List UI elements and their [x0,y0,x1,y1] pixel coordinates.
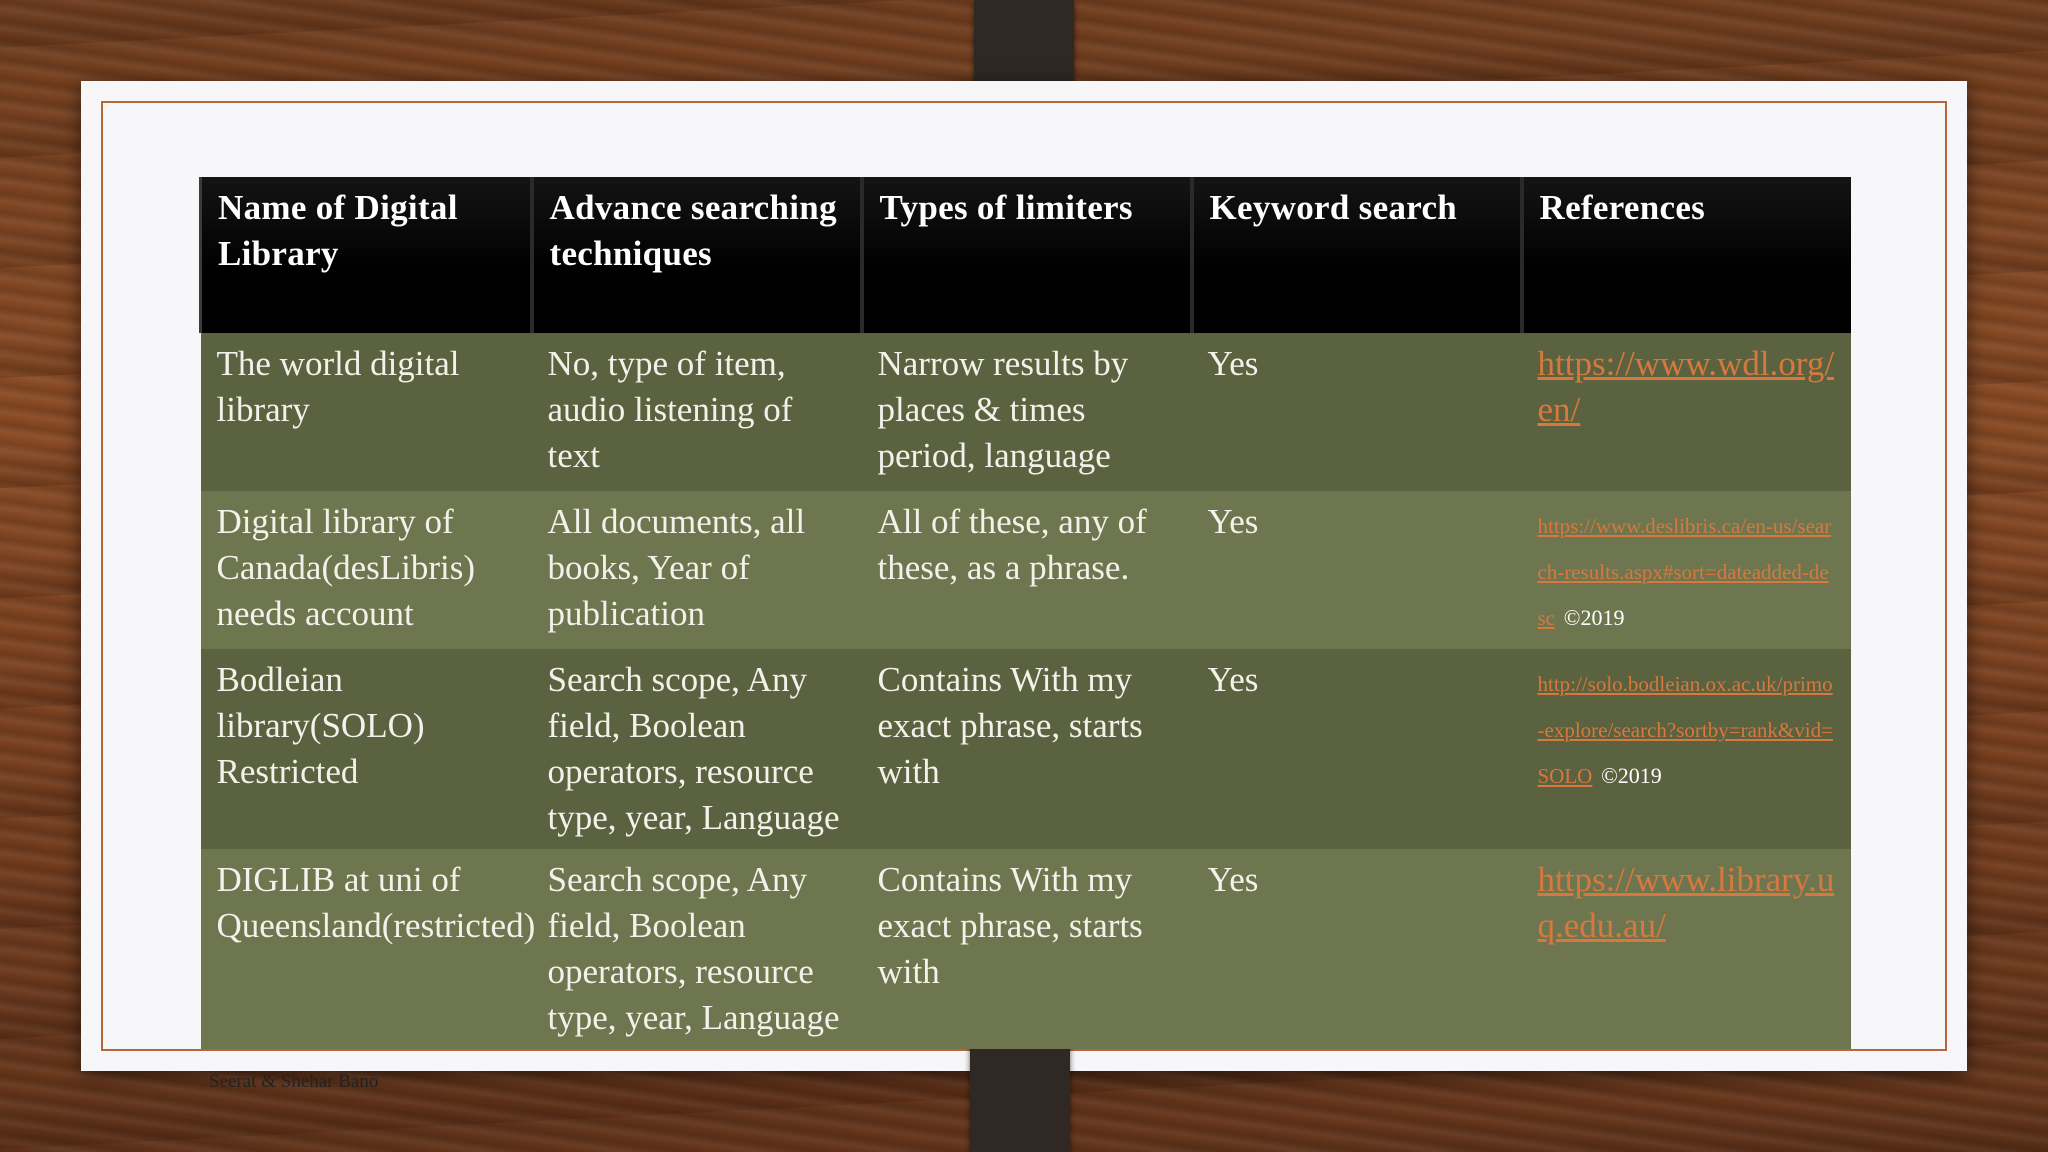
cell-keyword: Yes [1192,491,1522,649]
cell-reference [1522,849,1851,1049]
cell-reference [1522,333,1851,491]
reference-link[interactable]: https://www.wdl.org/en/ [1537,344,1835,429]
footer-credit: Seerat & Shehar Bano [209,1071,379,1092]
table-row [201,849,1851,1049]
table-row [201,491,1851,649]
table-row [201,649,1851,849]
cell-limiters: All of these, any of these, as a phrase. [862,491,1192,649]
table-header-row [201,177,1851,333]
header-techniques: Advance searching techniques [532,177,862,333]
cell-limiters: Narrow results by places & times period, language [862,333,1192,491]
cell-techniques: Search scope, Any field, Boolean operators, resource type, year, Language [532,649,862,849]
header-limiters: Types of limiters [862,177,1192,333]
table-row [201,333,1851,491]
cell-name: The world digital library [201,333,532,491]
cell-techniques: Search scope, Any field, Boolean operators, resource type, year, Language [532,849,862,1049]
cell-keyword: Yes [1192,849,1522,1049]
header-references: References [1522,177,1851,333]
header-keyword: Keyword search [1192,177,1522,333]
header-name: Name of Digital Library [201,177,532,333]
cell-reference [1522,491,1851,649]
reference-link[interactable]: https://www.library.uq.edu.au/ [1537,860,1835,945]
cell-reference [1522,649,1851,849]
reference-link[interactable]: https://www.deslibris.ca/en-us/search-results.aspx#sort=dateadded-desc [1537,514,1832,630]
cell-name: Digital library of Canada(desLibris) needs account [201,491,532,649]
cell-name: DIGLIB at uni of Queensland(restricted) [201,849,532,1049]
cell-keyword: Yes [1192,333,1522,491]
digital-library-table [199,177,1851,1049]
reference-link[interactable]: http://solo.bodleian.ox.ac.uk/primo-explore/search?sortby=rank&vid=SOLO [1537,672,1833,788]
cell-name: Bodleian library(SOLO) Restricted [201,649,532,849]
cell-techniques: All documents, all books, Year of publication [532,491,862,649]
copyright-text: ©2019 [1601,763,1662,788]
copyright-text: ©2019 [1563,605,1625,630]
cell-limiters: Contains With my exact phrase, starts with [862,649,1192,849]
cell-limiters: Contains With my exact phrase, starts with [862,849,1192,1049]
cell-keyword: Yes [1192,649,1522,849]
cell-techniques: No, type of item, audio listening of text [532,333,862,491]
